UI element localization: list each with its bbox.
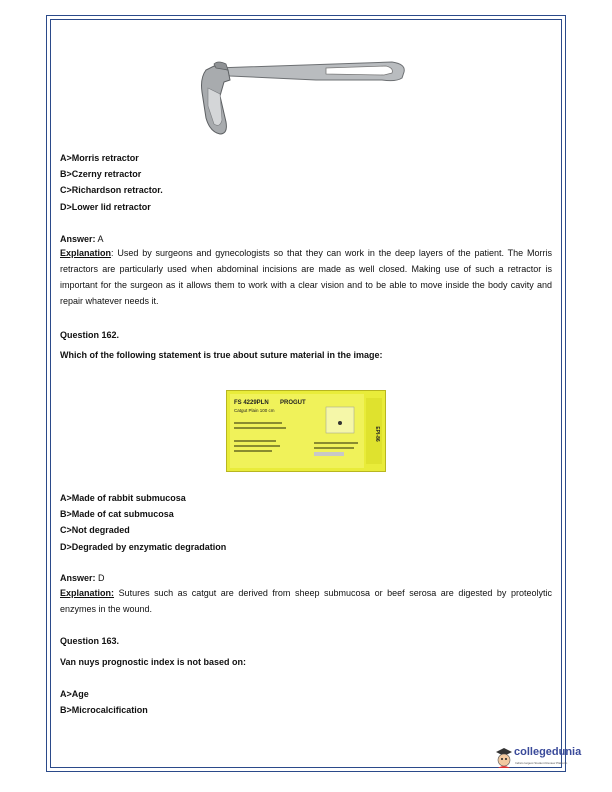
explanation-label: Explanation: (60, 588, 115, 598)
q163-heading: Question 163. (60, 636, 120, 646)
q162-answer (60, 573, 105, 583)
q161-options (60, 150, 163, 215)
package-side-text: EPI-86 (374, 426, 380, 442)
q162-question: Which of the following statement is true about suture material in the image: (60, 350, 383, 360)
collegedunia-logo[interactable] (494, 746, 582, 772)
morris-retractor-image (196, 56, 410, 138)
option-d: D>Degraded by enzymatic degradation (60, 541, 227, 552)
q161-answer (60, 234, 104, 244)
answer-label: Answer: (60, 573, 96, 583)
option-c: C>Not degraded (60, 525, 130, 536)
explanation-label: Explanation (60, 248, 112, 258)
answer-value: D (98, 573, 105, 583)
explanation-text: Sutures such as catgut are derived from sheep submucosa or beef serosa are digested by proteolytic enzymes in the wound. (60, 588, 552, 614)
q162-heading: Question 162. (60, 330, 120, 340)
q162-explanation (60, 585, 552, 617)
q163-question: Van nuys prognostic index is not based on: (60, 657, 247, 667)
option-a: A>Age (60, 689, 89, 699)
q162-options (60, 490, 226, 555)
answer-value: A (97, 234, 104, 244)
answer-label: Answer: (60, 234, 96, 244)
catgut-suture-package-image (226, 390, 386, 472)
option-a: A>Made of rabbit submucosa (60, 493, 186, 503)
package-brand: PROGUT (280, 400, 306, 406)
graduate-mascot-icon (494, 746, 514, 770)
option-c: C>Richardson retractor. (60, 185, 163, 196)
option-b: B>Czerny retractor (60, 169, 142, 180)
package-line2: Catgut Plain 100 cm (234, 408, 275, 413)
option-b: B>Microcalcification (60, 705, 148, 716)
logo-tagline: India's largest Student Review Platform (515, 761, 568, 765)
q161-explanation (60, 245, 552, 309)
explanation-text: : Used by surgeons and gynecologists so that they can work in the deep layers of the patient. The Morris retractors are particularly used when abdominal incisions are made as well closed. Making use of such a retractor is important for the surgeon as it allows them to work with a clear vision and to be able to move inside the body cavity and repair whatever needs it. (60, 248, 552, 306)
option-b: B>Made of cat submucosa (60, 509, 174, 520)
package-code: FS 4229PLN (234, 400, 269, 406)
option-a: A>Morris retractor (60, 153, 139, 163)
option-d: D>Lower lid retractor (60, 201, 151, 212)
logo-wordmark: collegedunia (514, 746, 582, 758)
q163-options (60, 686, 148, 718)
